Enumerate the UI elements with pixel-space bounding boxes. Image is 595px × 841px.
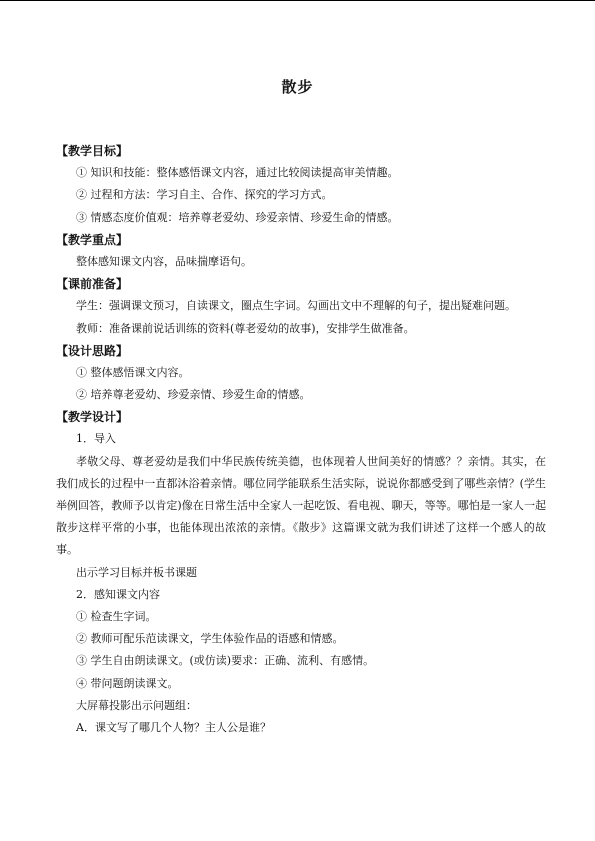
section-heading-goals: 【教学目标】	[56, 144, 129, 158]
key-point-item-1: 整体感知课文内容，品味揣摩语句。	[76, 254, 252, 268]
step2-item-2: ② 教师可配乐范读课文，学生体验作品的语感和情感。	[76, 632, 344, 646]
step1-note: 出示学习目标并板书课题	[76, 565, 197, 579]
step2-title: 2．感知课文内容	[76, 587, 160, 601]
top-rule	[0, 0, 595, 1]
question-a: A．课文写了哪几个人物？主人公是谁？	[76, 720, 271, 734]
design-idea-item-2: ② 培养尊老爱幼、珍爱亲情、珍爱生命的情感。	[76, 388, 311, 402]
step2-item-1: ① 检查生字词。	[76, 610, 157, 624]
step2-item-4: ④ 带问题朗读课文。	[76, 676, 179, 690]
step2-item-3: ③ 学生自由朗读课文。(或仿读)要求：正确、流利、有感情。	[76, 654, 375, 668]
goal-item-2: ② 过程和方法：学习自主、合作、探究的学习方式。	[76, 188, 333, 202]
page-title: 散步	[281, 78, 314, 96]
step1-text: 孝敬父母、尊老爱幼是我们中华民族传统美德，也体现着人世间美好的情感？？亲情。其实，在我们成长的过程中一直都沐浴着亲情。哪位同学能联系生活实际，说说你都感受到了哪些亲情？(学生举例回答，教师予以肯定)像在日常生活中全家人一起吃饭、看电视、聊天，等等。哪怕是一家人一起散步这样平常的小事，也能体现出浓浓的亲情。《散步》这篇课文就为我们讲述了这样一个感人的故事。	[56, 454, 546, 557]
preparation-student: 学生：强调课文预习，自读课文，圈点生字词。勾画出文中不理解的句子，提出疑难问题。	[76, 299, 516, 313]
section-heading-preparation: 【课前准备】	[56, 277, 129, 292]
preparation-teacher: 教师：准备课前说话训练的资料(尊老爱幼的故事)，安排学生做准备。	[76, 321, 415, 335]
section-heading-key-points: 【教学重点】	[56, 232, 129, 247]
step1-title: 1．导入	[76, 432, 116, 446]
goal-item-3: ③ 情感态度价值观：培养尊老爱幼、珍爱亲情、珍爱生命的情感。	[76, 210, 399, 224]
design-idea-item-1: ① 整体感悟课文内容。	[76, 365, 190, 379]
section-heading-design-idea: 【设计思路】	[56, 343, 129, 358]
section-heading-teaching-design: 【教学设计】	[56, 410, 129, 425]
projection-note: 大屏幕投影出示问题组：	[76, 698, 197, 712]
document-body	[56, 140, 546, 739]
goal-item-1: ① 知识和技能：整体感悟课文内容，通过比较阅读提高审美情趣。	[76, 166, 399, 180]
